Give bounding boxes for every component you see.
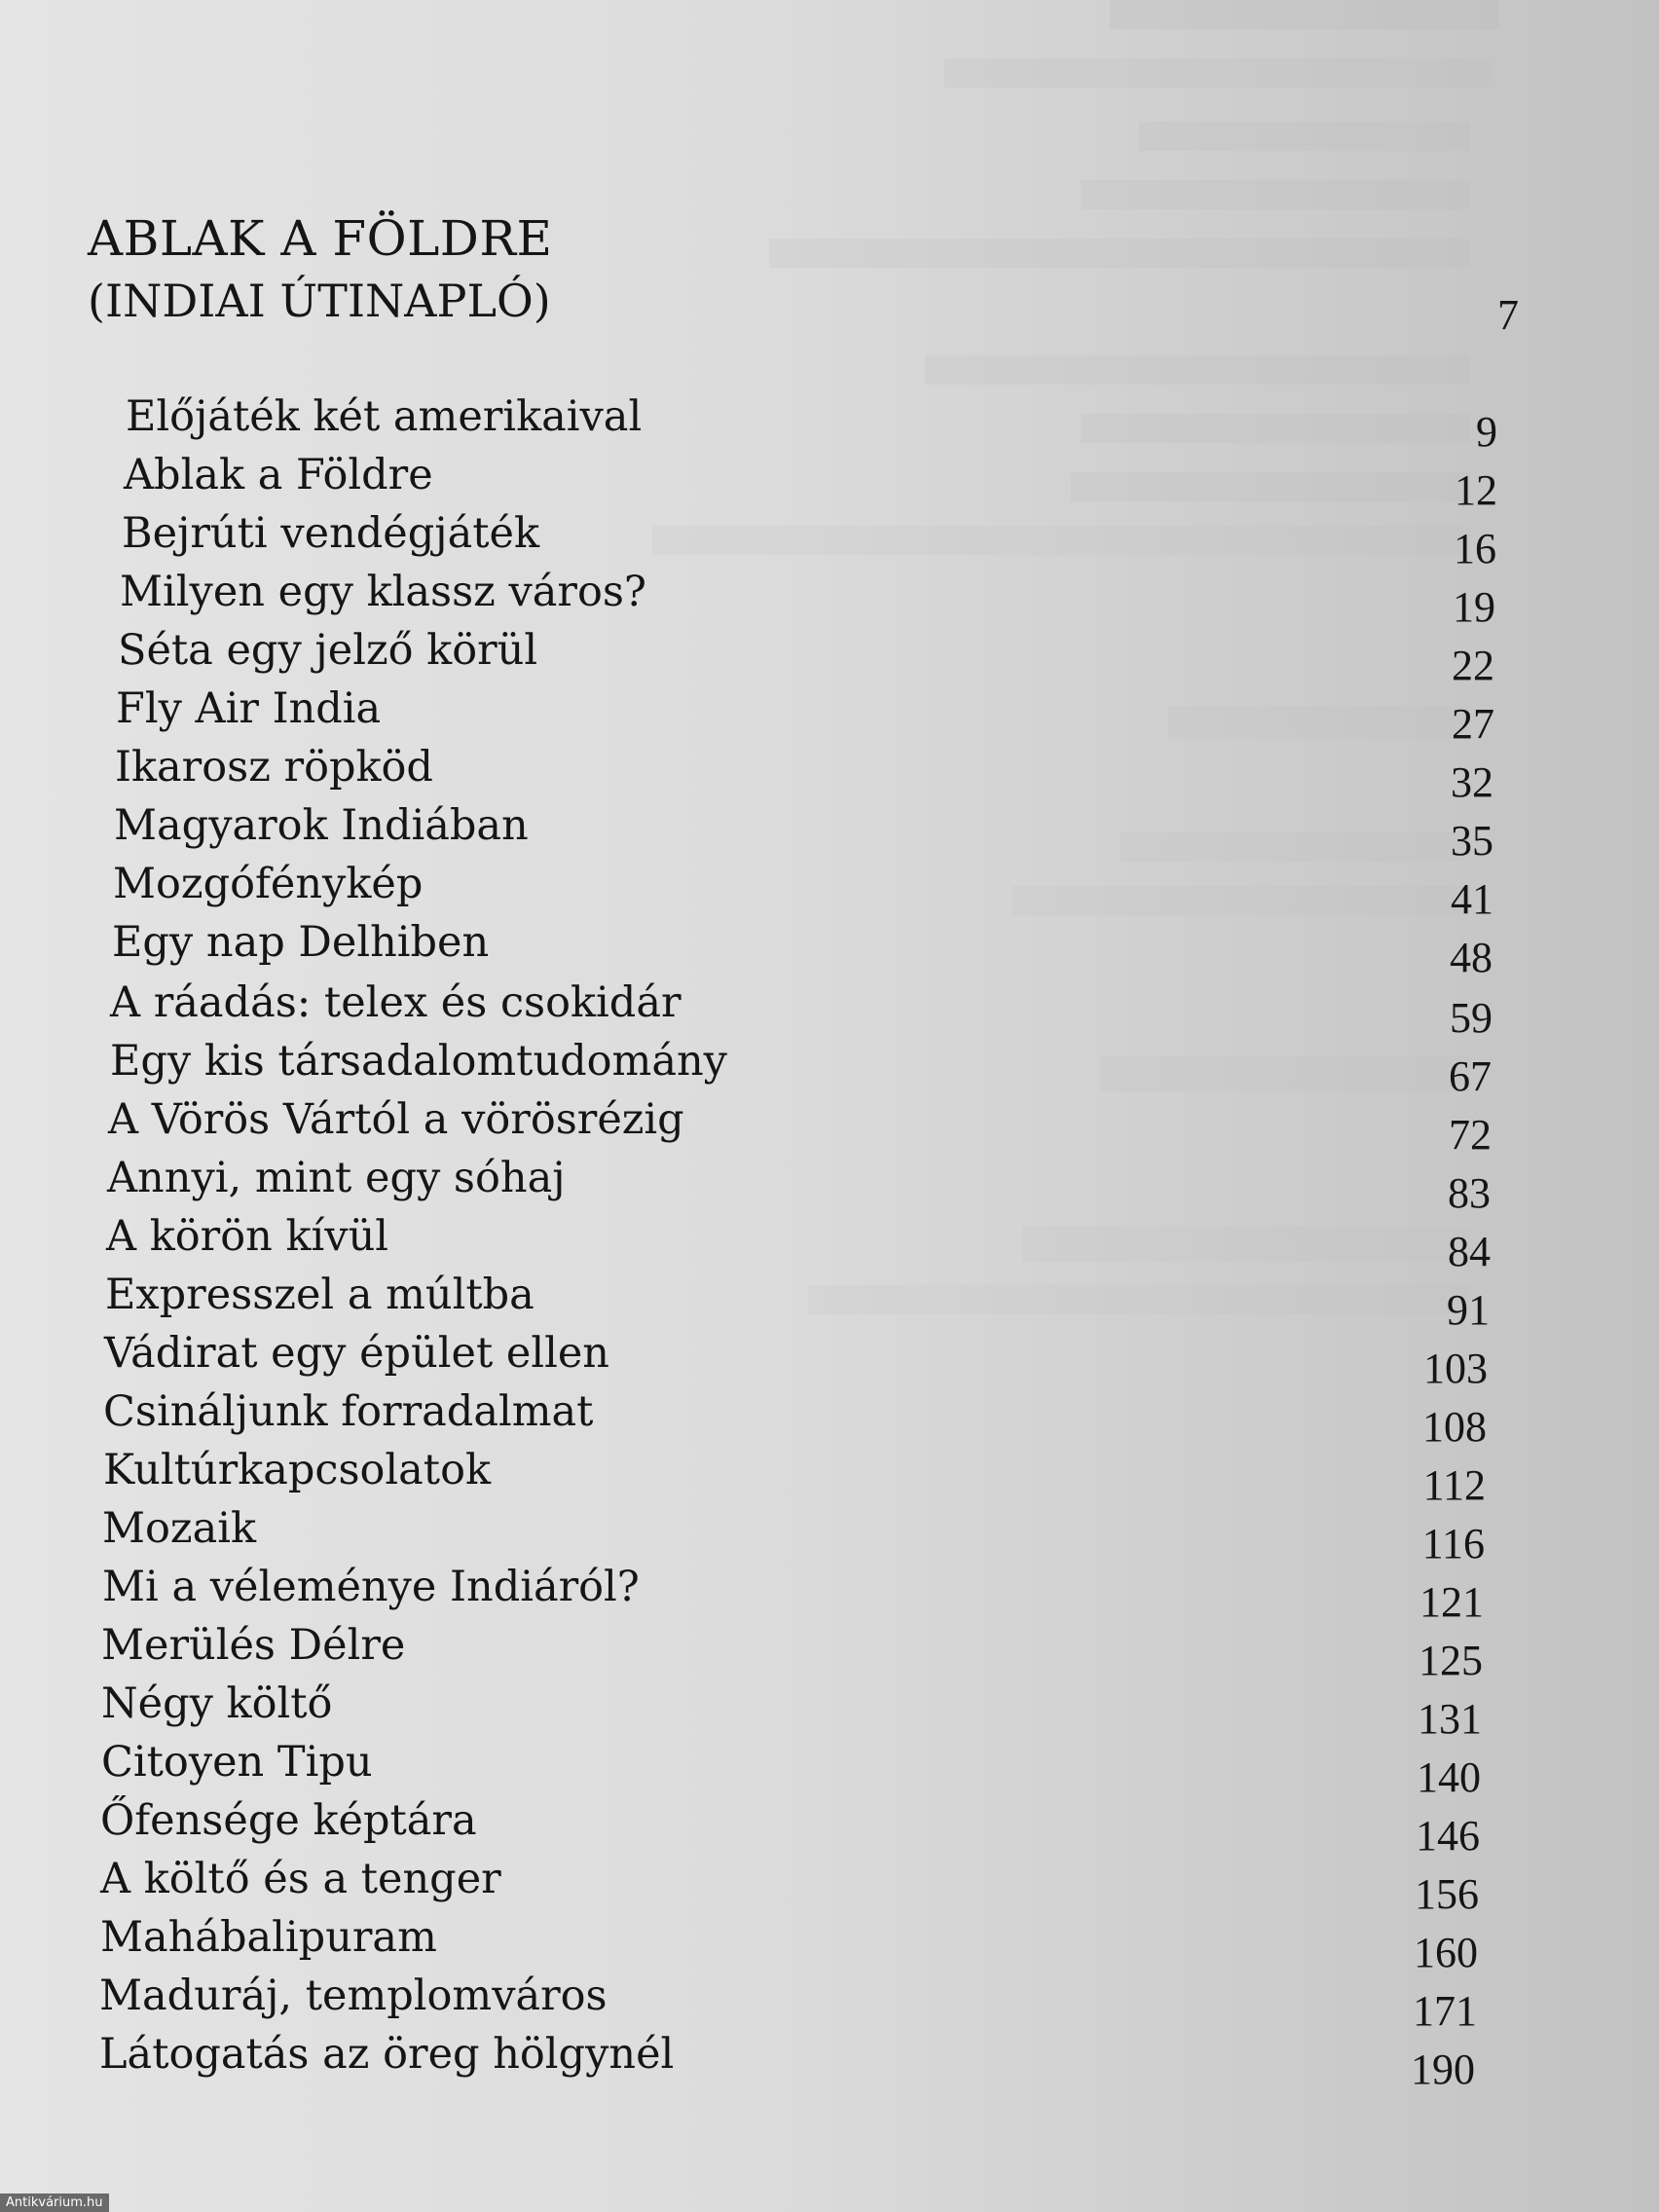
toc-entry-page: 84 [1448,1228,1491,1275]
toc-entry-page: 41 [1451,875,1493,923]
toc-entry-title: A Vörös Vártól a vörösrézig [108,1095,684,1144]
toc-entry-page: 35 [1451,817,1493,865]
toc-entry-title: Vádirat egy épület ellen [104,1329,610,1378]
toc-entry-title: Expresszel a múltba [105,1271,535,1319]
toc-entry-title: Fly Air India [116,684,382,733]
toc-entry-page: 59 [1450,994,1493,1042]
toc-entry-page: 156 [1415,1870,1479,1918]
toc-entry-title: Egy kis társadalomtudomány [110,1037,727,1086]
toc-entry-page: 131 [1418,1695,1482,1743]
toc-entry-title: Citoyen Tipu [101,1738,373,1787]
toc-entry-page: 67 [1449,1052,1492,1100]
toc-entry-page: 112 [1422,1461,1486,1509]
toc-entry-title: Milyen egy klassz város? [120,568,646,616]
toc-entry-page: 9 [1476,408,1497,456]
toc-entry-page: 19 [1453,583,1495,631]
section-page-number: 7 [1497,291,1519,339]
toc-entry-page: 16 [1454,525,1496,572]
section-title: ABLAK A FÖLDRE [88,210,553,267]
toc-entry-title: A körön kívül [106,1212,389,1261]
toc-entry-page: 108 [1422,1403,1487,1451]
watermark: Antikvárium.hu [0,2194,109,2212]
toc-entry-title: Mozgófénykép [113,860,424,908]
toc-entry-page: 103 [1423,1345,1488,1392]
section-subtitle: (INDIAI ÚTINAPLÓ) [88,275,551,327]
toc-entry-page: 146 [1416,1812,1480,1860]
toc-entry-page: 140 [1417,1753,1481,1801]
toc-entry-page: 190 [1411,2046,1475,2093]
toc-entry-page: 32 [1451,758,1493,806]
toc-entry-title: Kultúrkapcsolatok [103,1446,492,1494]
toc-entry-title: A ráadás: telex és csokidár [110,978,682,1027]
toc-entry-title: Mozaik [102,1504,257,1553]
toc-entry-page: 121 [1419,1578,1484,1626]
toc-entry-title: A költő és a tenger [100,1855,501,1903]
toc-entry-page: 116 [1421,1520,1485,1567]
toc-entry-title: Előjáték két amerikaival [126,392,643,441]
toc-entry-page: 160 [1414,1929,1478,1976]
toc-entry-title: Csináljunk forradalmat [103,1387,594,1436]
toc-entry-title: Négy költő [101,1679,333,1728]
toc-entry-page: 27 [1452,700,1494,748]
toc-entry-title: Bejrúti vendégjáték [122,509,540,558]
toc-entry-title: Látogatás az öreg hölgynél [99,2030,675,2079]
toc-entry-title: Magyarok Indiában [114,801,529,850]
toc-entry-page: 91 [1447,1286,1490,1334]
toc-entry-title: Egy nap Delhiben [112,918,490,967]
toc-entry-title: Merülés Délre [101,1621,406,1670]
toc-entry-title: Ablak a Földre [124,451,433,499]
toc-entry-page: 12 [1455,466,1497,514]
toc-entry-page: 22 [1452,642,1494,689]
toc-entry-title: Maduráj, templomváros [99,1972,608,2020]
toc-entry-title: Annyi, mint egy sóhaj [107,1154,566,1202]
toc-entry-title: Mahábalipuram [100,1913,437,1962]
toc-entry-title: Séta egy jelző körül [118,626,538,675]
toc-entry-page: 125 [1419,1637,1483,1684]
toc-entry-page: 72 [1449,1111,1492,1159]
toc-entry-page: 48 [1450,934,1493,981]
toc-entry-page: 83 [1448,1169,1491,1217]
toc-entry-title: Őfensége képtára [100,1796,477,1845]
toc-entry-title: Ikarosz röpköd [115,743,433,792]
toc-entry-title: Mi a véleménye Indiáról? [102,1563,640,1611]
toc-entry-page: 171 [1413,1987,1477,2035]
